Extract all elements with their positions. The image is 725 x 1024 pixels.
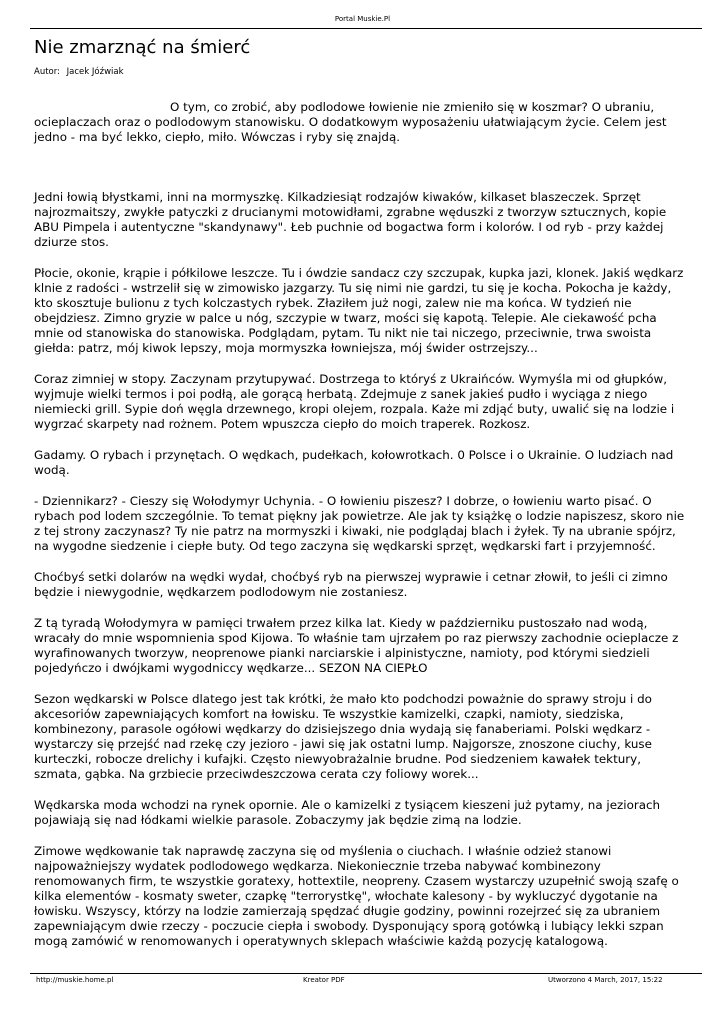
footer-divider bbox=[30, 973, 702, 974]
footer-created-date: Utworzono 4 March, 2017, 15:22 bbox=[548, 976, 663, 984]
article-paragraph: Z tą tyradą Wołodymyra w pamięci trwałem przez kilka lat. Kiedy w październiku pustoszało nad wodą, wracały do mnie wspomnienia spod Kijowa. To właśnie tam ujrzałem po raz pierwszy zachodnie ocieplacze z wyrafinowanych tworzyw, neoprenowe pianki narciarskie i alpinistyczne, namioty, pod którymi siedzieli pojedyńczo i dwójkami wygodniccy wędkarze... SEZON NA CIEPŁO bbox=[34, 616, 679, 675]
article-paragraph: Sezon wędkarski w Polsce dlatego jest tak krótki, że mało kto podchodzi poważnie do sprawy stroju i do akcesoriów zapewniających komfort na łowisku. Te wszystkie kamizelki, czapki, namioty, siedziska, kombinezony, parasole ogółowi wędkarzy do dzisiejszego dnia wydają się fanaberiami. Polski wędkarz - wystarczy się przejść nad rzekę czy jezioro - jawi się jak ostatni lump. Najgorsze, znoszone ciuchy, kuse kurteczki, robocze drelichy i kufajki. Często niewyobrażalnie brudne. Pod siedzeniem kawałek tektury, szmata, gąbka. Na grzbiecie przeciwdeszczowa cerata czy foliowy worek... bbox=[34, 692, 652, 781]
page-header-site: Portal Muskie.Pl bbox=[334, 15, 391, 23]
header-divider bbox=[30, 28, 702, 29]
author-line bbox=[34, 67, 128, 77]
article-paragraph: Coraz zimniej w stopy. Zaczynam przytupywać. Dostrzega to któryś z Ukraińców. Wymyśla mi od głupków, wyjmuje wielki termos i poi podłą, ale gorącą herbatą. Zdejmuje z sanek jakieś pudło i wyciąga z niego niemiecki grill. Sypie doń węgla drzewnego, kropi olejem, rozpala. Każe mi zdjąć buty, uwalić się na lodzie i wygrzać skarpety nad rożnem. Potem wpuszcza ciepło do moich traperek. Rozkosz. bbox=[34, 372, 675, 431]
article-lead: O tym, co zrobić, aby podlodowe łowienie nie zmieniło się w koszmar? O ubraniu, ocieplaczach oraz o podlodowym stanowisku. O dodatkowym wyposażeniu ułatwiającym życie. Celem jest jedno - ma być lekko, ciepło, miło. Wówczas i ryby się znajdą. bbox=[34, 100, 667, 144]
article-paragraph: Płocie, okonie, krąpie i półkilowe leszcze. Tu i ówdzie sandacz czy szczupak, kupka jazi, klonek. Jakiś wędkarz klnie z radości - wstrzelił się w zimowisko jazgarzy. Tu się nimi nie gardzi, tu się je kocha. Pokocha je każdy, kto skosztuje bulionu z tych kolczastych rybek. Złaziłem już nogi, zalew nie ma końca. W tydzień nie obejdziesz. Zimno gryzie w palce u nóg, szczypie w twarz, mości się kapotą. Telepie. Ale ciekawość pcha mnie od stanowiska do stanowiska. Podglądam, pytam. Tu nikt nie tai niczego, przeciwnie, trwa swoista giełda: patrz, mój kiwok lepszy, moja mormyszka łowniejsza, mój świder ostrzejszy... bbox=[34, 266, 684, 355]
author-label: Autor: bbox=[34, 67, 60, 77]
author-name: Jacek Jóźwiak bbox=[66, 67, 124, 77]
footer-url-link[interactable]: http://muskie.home.pl bbox=[36, 976, 114, 984]
article-paragraph: Zimowe wędkowanie tak naprawdę zaczyna się od myślenia o ciuchach. I właśnie odzież stanowi najpoważniejszy wydatek podlodowego wędkarza. Niekoniecznie trzeba nabywać kombinezony renomowanych firm, te wszystkie goratexy, hottextile, neopreny. Czasem wystarczy uzupełnić swoją szafę o kilka elementów - kosmaty sweter, czapkę "terrorystkę", włochate kalesony - by wykluczyć dygotanie na łowisku. Wszyscy, którzy na lodzie zamierzają spędzać długie godziny, powinni rozejrzeć się za ubraniem zapewniającym dwie rzeczy - poczucie ciepła i swobody. Dysponujący sporą gotówką i lubiący lekki szpan mogą zamówić w renomowanych i operatywnych sklepach właściwie każdą pozycję katalogową. bbox=[34, 844, 679, 948]
article-paragraph: Jedni łowią błystkami, inni na mormyszkę. Kilkadziesiąt rodzajów kiwaków, kilkaset blaszeczek. Sprzęt najrozmaitszy, zwykłe patyczki z drucianymi motowidłami, zgrabne węduszki z tworzyw sztucznych, kopie ABU Pimpela i autentyczne "skandynawy". Łeb puchnie od bogactwa form i kolorów. I od ryb - przy każdej dziurze stos. bbox=[34, 190, 667, 249]
footer-generator: Kreator PDF bbox=[303, 976, 345, 984]
article-paragraph: Gadamy. O rybach i przynętach. O wędkach, pudełkach, kołowrotkach. 0 Polsce i o Ukrainie. O ludziach nad wodą. bbox=[34, 448, 674, 477]
article-title: Nie zmarznąć na śmierć bbox=[34, 37, 251, 58]
article-paragraph: - Dziennikarz? - Cieszy się Wołodymyr Uchynia. - O łowieniu piszesz? I dobrze, o łowieniu warto pisać. O rybach pod lodem szczególnie. To temat piękny jak powietrze. Ale jak ty książkę o lodzie napiszesz, skoro nie z tej strony zaczynasz? Ty nie patrz na mormyszki i kiwaki, nie podglądaj blach i żyłek. Ty na ubranie spójrz, na wygodne siedzenie i ciepłe buty. Od tego zaczyna się wędkarski sprzęt, wędkarski fart i przyjemność. bbox=[34, 494, 685, 553]
article-paragraph: Wędkarska moda wchodzi na rynek opornie. Ale o kamizelki z tysiącem kieszeni już pytamy, na jeziorach pojawiają się nad łódkami wielkie parasole. Zobaczymy jak będzie zimą na lodzie. bbox=[34, 798, 661, 827]
article-body bbox=[34, 100, 686, 965]
article-paragraph: Choćbyś setki dolarów na wędki wydał, choćbyś ryb na pierwszej wyprawie i cetnar złowił, to jeśli ci zimno będzie i niewygodnie, wędkarzem podlodowym nie zostaniesz. bbox=[34, 570, 668, 599]
